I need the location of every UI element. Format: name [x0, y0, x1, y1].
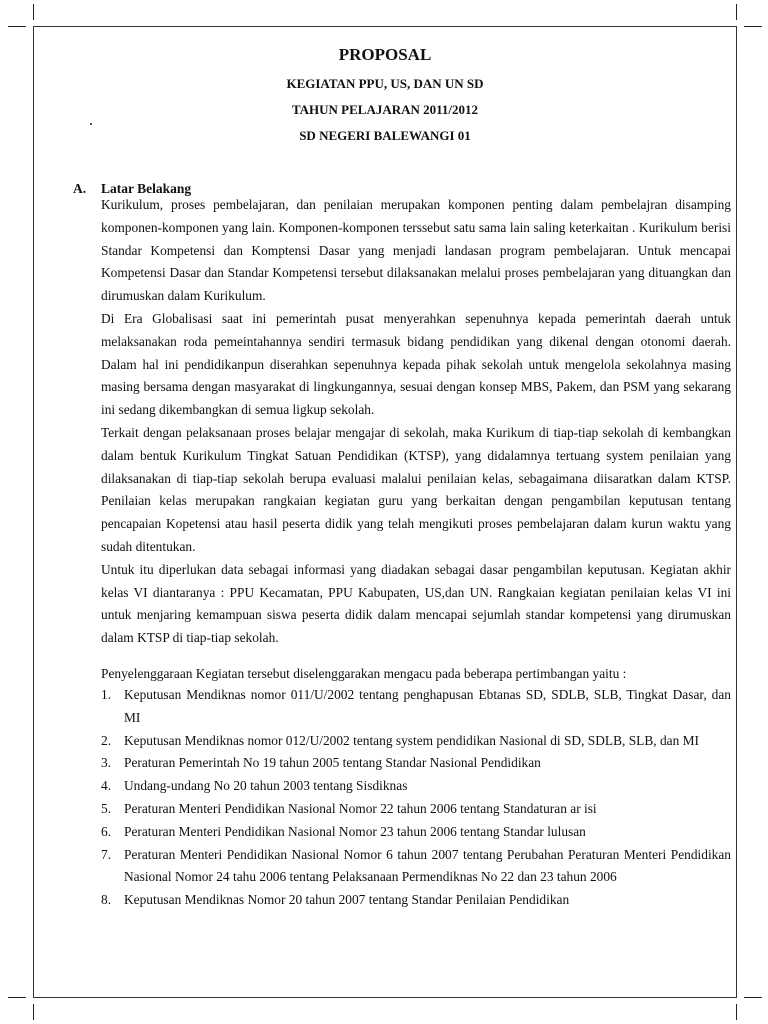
crop-mark-top-left-v: [33, 4, 34, 20]
list-text: Peraturan Menteri Pendidikan Nasional Nomor 6 tahun 2007 tentang Perubahan Peraturan Menteri Pendidikan Nasional Nomor 24 tahu 2006 tentang Pelaksanaan Permendiknas No 22 dan 23 tahun 2006: [124, 846, 731, 885]
list-number: 7.: [101, 846, 112, 862]
list-number: 6.: [101, 823, 112, 839]
subtitle-activity: KEGIATAN PPU, US, DAN UN SD: [286, 76, 484, 91]
list-number: 4.: [101, 778, 112, 794]
paragraph: Kurikulum, proses pembelajaran, dan penilaian merupakan komponen penting dalam pembelajran disamping komponen-komponen yang lain. Komponen-komponen terssebut satu sama lain saling keterkaitan . Kurikulum berisi Standar Kompetensi dan Komptensi Dasar yang menjadi landasan program pembelajaran. Untuk mencapai Kompetensi Dasar dan Standar Kompetensi tersebut dilaksanakan melalui proses pembelajaran yang dituangkan dan dirumuskan dalam Kurikulum.: [101, 197, 731, 304]
list-number: 3.: [101, 755, 112, 771]
subtitle-school-year: TAHUN PELAJARAN 2011/2012: [291, 102, 479, 117]
crop-mark-top-left-h: [8, 26, 26, 27]
crop-mark-bottom-right-v: [736, 1004, 737, 1020]
section-title: Latar Belakang: [101, 181, 192, 196]
list-text: Keputusan Mendiknas nomor 012/U/2002 tentang system pendidikan Nasional di SD, SDLB, SLB, dan MI: [124, 732, 700, 748]
list-text: Keputusan Mendiknas Nomor 20 tahun 2007 tentang Standar Penilaian Pendidikan: [124, 892, 570, 908]
list-number: 1.: [101, 687, 112, 702]
list-item: [101, 844, 731, 890]
paragraph: Terkait dengan pelaksanaan proses belajar mengajar di sekolah, maka Kurikum di tiap-tiap sekolah di kembangkan dalam bentuk Kurikulum Tingkat Satuan Pendidikan (KTSP), yang didalamnya tertuang system penilaian yang dilaksanakan di tiap-tiap sekolah berupa evaluasi malalui penilaian kelas, sebagaimana diisaratkan dalam KTSP. Penilaian kelas merupakan rangkaian kegiatan guru yang berkaitan dengan pengambilan keputusan tentang pencapaian Kopetensi atau hasil peserta didik yang telah mengikuti proses pembelajaran dalam kurun waktu yang sudah ditentukan.: [101, 424, 731, 554]
stray-dot: [90, 123, 92, 125]
list-item: [101, 798, 731, 821]
crop-mark-bottom-left-v: [33, 1004, 34, 1020]
list-item: [101, 684, 731, 730]
list-item: [101, 821, 731, 844]
regulation-list: [101, 684, 731, 912]
list-text: Peraturan Menteri Pendidikan Nasional Nomor 23 tahun 2006 tentang Standar lulusan: [124, 823, 586, 839]
list-number: 2.: [101, 732, 112, 748]
list-text: Keputusan Mendiknas nomor 011/U/2002 tentang penghapusan Ebtanas SD, SDLB, SLB, Tingkat Dasar, dan MI: [124, 687, 731, 725]
section-letter: A.: [73, 181, 87, 196]
paragraph: Untuk itu diperlukan data sebagai informasi yang diadakan sebagai dasar pengambilan keputusan. Kegiatan akhir kelas VI diantaranya : PPU Kecamatan, PPU Kabupaten, US,dan UN. Rangkaian kegiatan penilaian kelas VI ini untuk menjaring kemampuan siswa peserta didik dalam mencapai sejumlah standar kompetensi yang dirumuskan dalam KTSP di tiap-tiap sekolah.: [101, 561, 731, 646]
subtitle-school-name: SD NEGERI BALEWANGI 01: [299, 128, 471, 143]
list-text: Peraturan Pemerintah No 19 tahun 2005 tentang Standar Nasional Pendidikan: [124, 755, 541, 771]
list-number: 5.: [101, 800, 112, 816]
crop-mark-bottom-left-h: [8, 997, 26, 998]
crop-mark-top-right-h: [744, 26, 762, 27]
list-item: [101, 775, 731, 798]
section-body: [101, 194, 731, 686]
list-item: [101, 752, 731, 775]
list-text: Undang-undang No 20 tahun 2003 tentang Sisdiknas: [124, 778, 408, 794]
crop-mark-top-right-v: [736, 4, 737, 20]
paragraph-intro-list: Penyelenggaraan Kegiatan tersebut diselenggarakan mengacu pada beberapa pertimbangan yaitu :: [101, 665, 627, 681]
crop-mark-bottom-right-h: [744, 997, 762, 998]
list-number: 8.: [101, 892, 112, 908]
document-title: PROPOSAL: [338, 45, 432, 64]
list-item: [101, 730, 731, 753]
list-text: Peraturan Menteri Pendidikan Nasional Nomor 22 tahun 2006 tentang Standaturan ar isi: [124, 800, 597, 816]
list-item: [101, 889, 731, 912]
paragraph: Di Era Globalisasi saat ini pemerintah pusat menyerahkan sepenuhnya kepada pemerintah daerah untuk melaksanakan roda pemeintahannya sendiri termasuk bidang pendidikan yang dikenal dengan otonomi daerah. Dalam hal ini pendidikanpun diserahkan sepenuhnya kepada pihak sekolah untuk mengelola sekolahnya masing masing bersama dengan masyarakat di lingkungannya, sesuai dengan konsep MBS, Pakem, dan PSM yang sekarang ini sedang dikembangkan di semua ligkup sekolah.: [101, 310, 731, 418]
